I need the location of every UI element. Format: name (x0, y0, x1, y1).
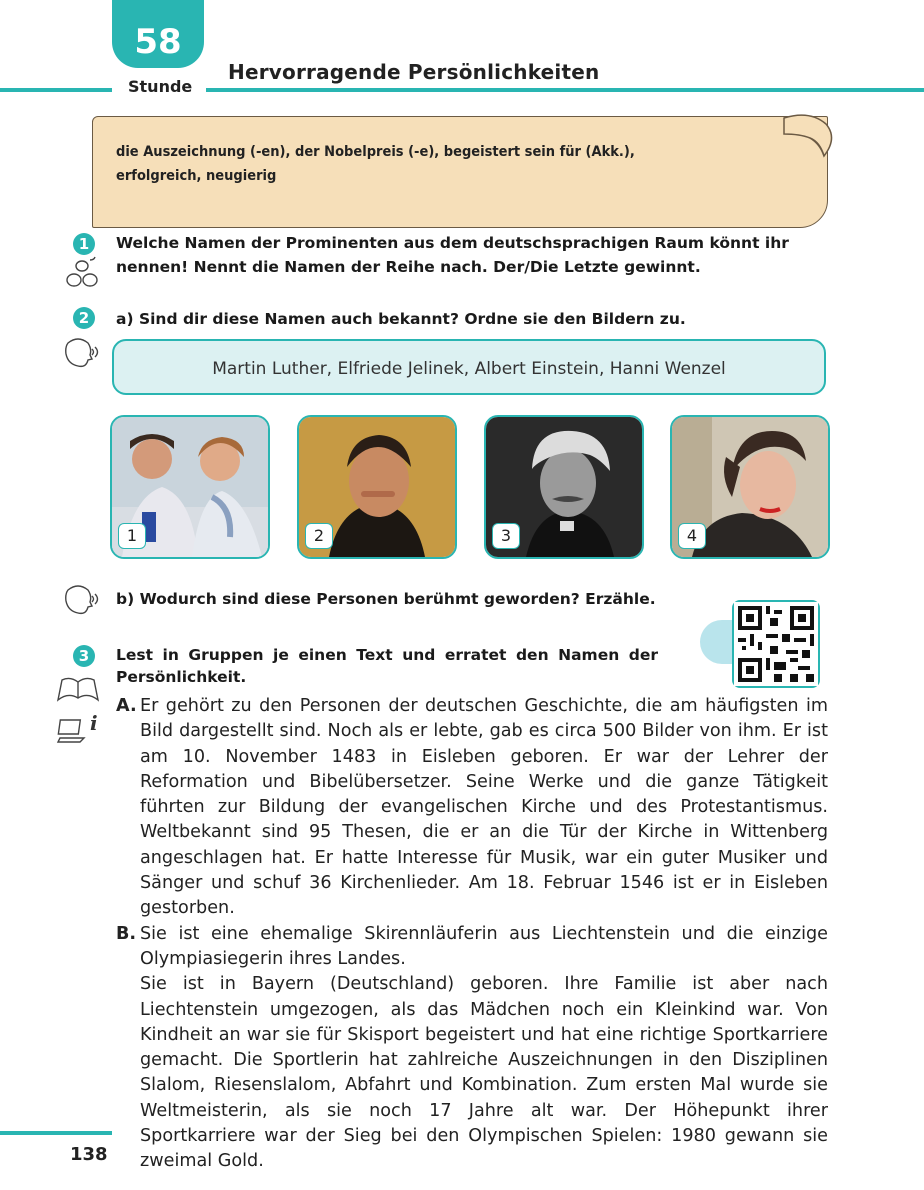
header-rule-right (206, 88, 924, 92)
photo-number-2: 2 (305, 523, 333, 549)
photo-4 (670, 415, 830, 559)
qr-code[interactable] (732, 600, 820, 688)
page-number: 138 (70, 1144, 108, 1165)
footer-rule (0, 1131, 112, 1135)
vocab-list (116, 140, 796, 188)
photo-number-1: 1 (118, 523, 146, 549)
laptop-info-icon (56, 708, 104, 748)
text-a-body: Er gehört zu den Personen der deutschen Geschichte, die am häufigsten im Bild dargestellt sind. Noch als er lebte, gab es circa 500 Bilder von ihm. Er ist am 10. November 1483 in Eisleben geboren. Er war der Lehrer der Reformation und Bibelübersetzer. Seine Werke und die ganze Tätigkeit führten zur Bildung der evangelischen Kirche und des Protestantismus. Weltbekannt sind 95 Thesen, die er an die Tür der Kirche in Wittenberg angeschlagen hat. Er hatte Interesse für Musik, war ein guter Musiker und Sänger und schuf 36 Kirchenlieder. Am 18. Februar 1546 ist er in Eisleben gestorben. (140, 696, 828, 919)
reading-texts (116, 694, 828, 1175)
exercise-2a-text: a) Sind dir diese Namen auch bekannt? Ordne sie den Bildern zu. (116, 310, 686, 328)
text-b-body-2: Sie ist in Bayern (Deutschland) geboren. Ihre Familie ist aber nach Liechtenstein umgezogen, als das Mädchen noch ein Kleinkind war. Von Kindheit an war sie für Skisport begeistert und hat eine richtige Sportkarriere gemacht. Die Sportlerin hat zahlreiche Auszeichnungen in den Disziplinen Slalom, Riesenslalom, Abfahrt und Kombination. Zum ersten Mal wurde sie Weltmeisterin, als sie noch 17 Jahre alt war. Der Höhepunkt ihrer Sportkarriere war der Sieg bei den Olympischen Spielen: 1980 gewann sie zweimal Gold. (140, 974, 828, 1172)
book-icon (54, 672, 102, 706)
vocab-line-2: erfolgreich, neugierig (116, 168, 277, 184)
exercise-2b-text: b) Wodurch sind diese Personen berühmt geworden? Erzähle. (116, 590, 656, 608)
lesson-number: 58 (112, 0, 204, 68)
speaking-icon (62, 337, 100, 369)
vocab-line-1: die Auszeichnung (-en), der Nobelpreis (-e), begeistert sein für (Akk.), (116, 144, 635, 160)
svg-text:i: i (90, 711, 98, 735)
exercise-2-badge: 2 (73, 307, 95, 329)
photo-3 (484, 415, 644, 559)
exercise-1-text: Welche Namen der Prominenten aus dem deutschsprachigen Raum könnt ihr nennen! Nennt die Namen der Reihe nach. Der/Die Letzte gewinnt. (116, 234, 789, 276)
photo-number-4: 4 (678, 523, 706, 549)
page-title: Hervorragende Persönlichkeiten (228, 60, 600, 84)
exercise-3-text: Lest in Gruppen je einen Text und erratet den Namen der Persönlichkeit. (116, 646, 658, 686)
text-a (116, 694, 828, 922)
exercise-3-badge: 3 (73, 645, 95, 667)
speaking-icon (62, 584, 100, 616)
text-a-letter: A. (116, 696, 137, 716)
text-b-body-1: Sie ist eine ehemalige Skirennläuferin aus Liechtenstein und die einzige Olympiasiegerin ihres Landes. (140, 923, 828, 969)
photo-2 (297, 415, 457, 559)
pair-talk-icon (64, 256, 102, 290)
photo-number-3: 3 (492, 523, 520, 549)
names-box: Martin Luther, Elfriede Jelinek, Albert Einstein, Hanni Wenzel (112, 339, 826, 395)
lesson-label: Stunde (128, 77, 193, 96)
photo-1 (110, 415, 270, 559)
text-b-letter: B. (116, 923, 137, 944)
text-b (116, 922, 828, 973)
exercise-1-badge: 1 (73, 233, 95, 255)
header-rule-left (0, 88, 112, 92)
